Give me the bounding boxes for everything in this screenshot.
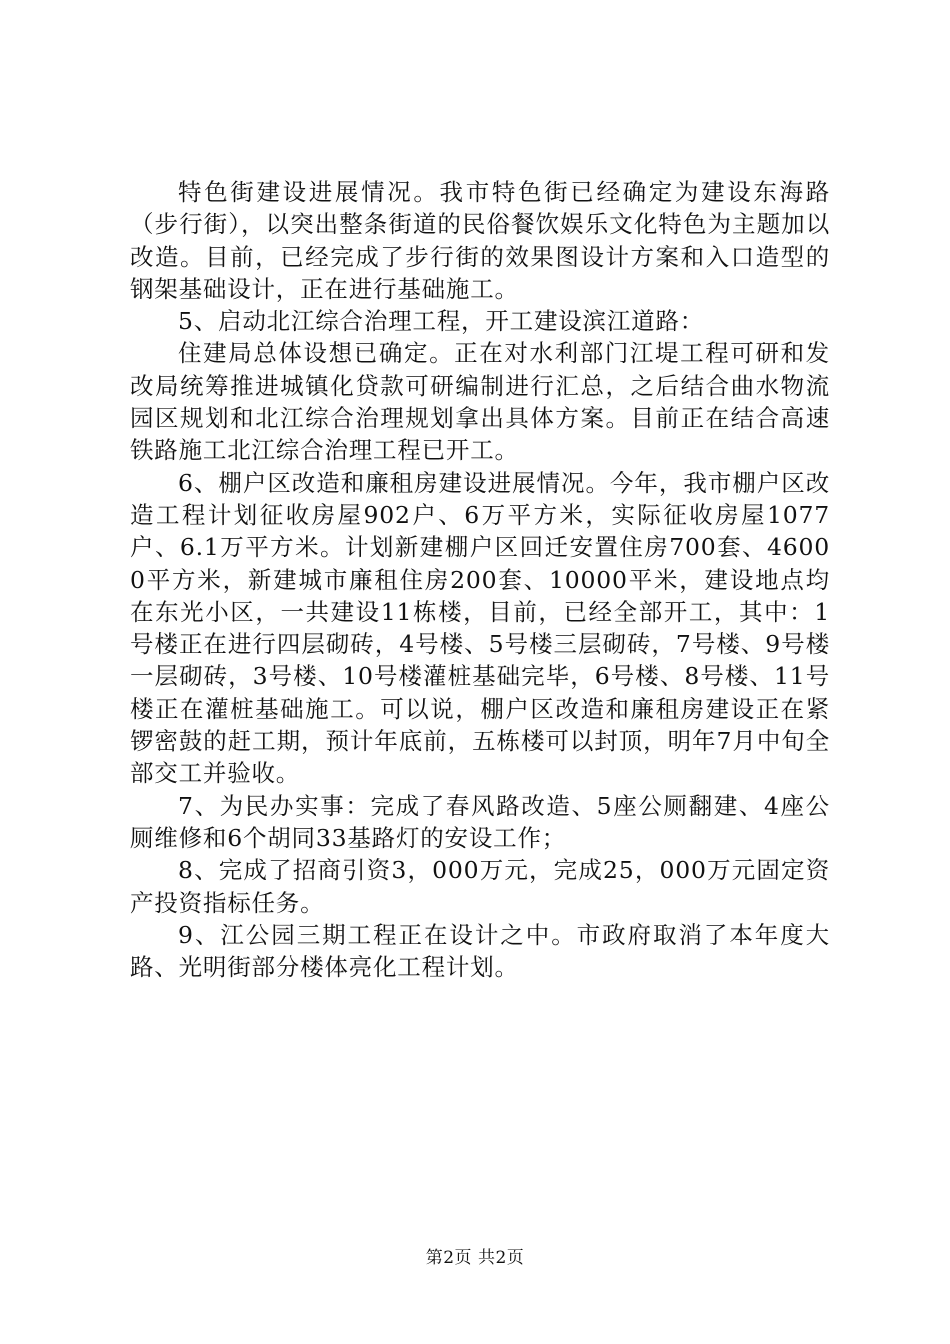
- page-footer: 第2页 共2页: [425, 1248, 525, 1268]
- paragraph-housing-bureau: 住建局总体设想已确定。正在对水利部门江堤工程可研和发改局统筹推进城镇化贷款可研编制进行汇总，之后结合曲水物流园区规划和北江综合治理规划拿出具体方案。目前正在结合高速铁路施工北江综合治理工程已开工。: [130, 339, 830, 465]
- paragraph-public-works: 7、为民办实事：完成了春风路改造、5座公厕翻建、4座公厕维修和6个胡同33基路灯的安设工作；: [130, 791, 830, 852]
- document-body: [130, 176, 830, 983]
- paragraph-special-street: 特色街建设进展情况。我市特色街已经确定为建设东海路（步行街），以突出整条街道的民俗餐饮娱乐文化特色为主题加以改造。目前，已经完成了步行街的效果图设计方案和入口造型的钢架基础设计，正在进行基础施工。: [130, 178, 830, 303]
- paragraph-investment: 8、完成了招商引资3，000万元，完成25，000万元固定资产投资指标任务。: [130, 856, 830, 917]
- paragraph-shantytown: 6、棚户区改造和廉租房建设进展情况。今年，我市棚户区改造工程计划征收房屋902户、6万平方米，实际征收房屋1077户、6.1万平方米。计划新建棚户区回迁安置住房700套、46000平方米，新建城市廉租住房200套、10000平米，建设地点均在东光小区，一共建设11栋楼，目前，已经全部开工，其中：1号楼正在进行四层砌砖，4号楼、5号楼三层砌砖，7号楼、9号楼一层砌砖，3号楼、10号楼灌桩基础完毕，6号楼、8号楼、11号楼正在灌桩基础施工。可以说，棚户区改造和廉租房建设正在紧锣密鼓的赶工期，预计年底前，五栋楼可以封顶，明年7月中旬全部交工并验收。: [130, 468, 830, 788]
- paragraph-beijiang-heading: 5、启动北江综合治理工程，开工建设滨江道路：: [178, 307, 705, 336]
- paragraph-park: 9、江公园三期工程正在设计之中。市政府取消了本年度大路、光明街部分楼体亮化工程计划。: [130, 920, 830, 982]
